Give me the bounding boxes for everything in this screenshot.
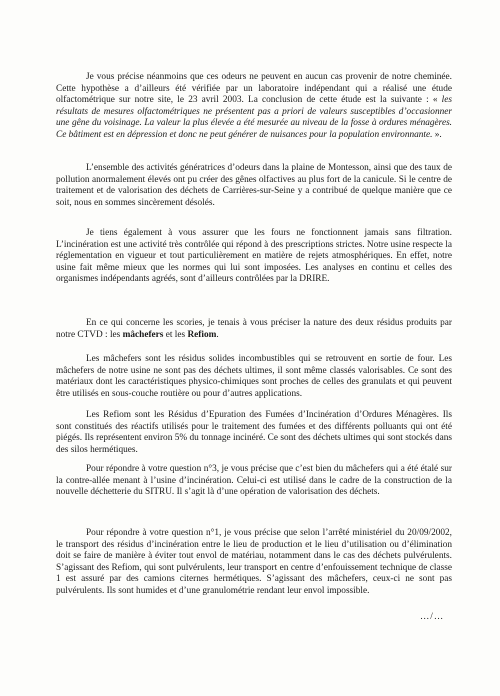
paragraph-text: Pour répondre à votre question n°3, je vous précise que c’est bien du mâchefers qui a été étalé sur la contre-allée menant à l’usine d’incinération. Celui-ci est utilisé dans le cadre de la construction de la nouvelle déchetterie du SITRU. Il s’agit là d’une opération de valorisation des déchets. — [56, 464, 452, 498]
quote-close: ». — [432, 129, 442, 140]
paragraph-scories — [56, 318, 452, 341]
quote-text: les résultats de mesures olfactométriques ne présentent pas a priori de valeurs susceptibles d’occasionner une gêne du voisinage. — [56, 95, 452, 129]
paragraph-text: Les Refiom sont les Résidus d’Epuration des Fumées d’Incinération d’Ordures Ménagères. Ils sont constitués des réactifs utilisés pour le traitement des fumées et des différents polluants qui ont été piégés. Ils représentent environ 5% du tonnage incinéré. Ce sont des déchets ultimes qui sont stockés dans des silos hermétiques. — [56, 410, 452, 455]
paragraph-text: Je tiens également à vous assurer que les fours ne fonctionnent jamais sans filtration. L’incinération est une activité très contrôlée qui répond à des prescriptions strictes. Notre usine respecte la réglementation en vigueur et tout particulièrement en matière de rejets atmosphériques. En effet, notre usine fait même mieux que les normes qui lui sont imposées. Les analyses en continu et celles des organismes indépendants agréés, sont d’ailleurs contrôlées par la DRIRE. — [56, 228, 452, 285]
paragraph-odeurs-cheminee — [56, 72, 452, 142]
paragraph-refiom — [56, 410, 452, 456]
conjunction-text: et les — [163, 329, 188, 340]
paragraph-question-3 — [56, 464, 452, 499]
continuation-mark: …/… — [420, 612, 445, 622]
paragraph-filtration — [56, 228, 452, 286]
paragraph-text: En ce qui concerne les scories, je tenais à vous préciser la nature des deux résidus produits par notre CTVD : les — [56, 318, 452, 340]
paragraph-text: L’ensemble des activités génératrices d’odeurs dans la plaine de Montesson, ainsi que des taux de pollution anormalement élevés ont pu créer des gênes olfactives au plus fort de la canicule. Si le centre de traitement et de valorisation des déchets de Carrières-sur-Seine y a contribué de quelque manière que ce soit, nous en sommes sincèrement désolés. — [56, 163, 452, 208]
quote-text-2: La valeur la plus élevée a été mesurée au niveau de la fosse à ordures ménagères. Ce bâtiment est en dépression et donc ne peut générer de nuisances pour la population environnante. — [56, 118, 453, 140]
period-text: . — [216, 329, 219, 340]
paragraph-text: Les mâchefers sont les résidus solides incombustibles qui se retrouvent en sortie de four. Les mâchefers de notre usine ne sont pas des déchets ultimes, il sont même classés valorisables. Ce sont des matériaux dont les caractéristiques physico-chimiques sont proches de celles des granulats et qui peuvent être utilisés en sous-couche routière ou pour d’autres applications. — [56, 354, 452, 399]
paragraph-question-1 — [56, 528, 452, 598]
paragraph-machefers — [56, 354, 452, 400]
paragraph-text: Pour répondre à votre question n°1, je vous précise que selon l’arrêté ministériel du 20/09/2002, le transport des résidus d’incinération entre le lieu de production et le lieu d’utilisation ou d’élimination doit se faire de manière à éviter tout envol de matériau, notamment dans le cas des déchets pulvérulents. S’agissant des Refiom, qui sont pulvérulents, leur transport en centre d’enfouissement technique de classe 1 est assuré par des camions citernes hermétiques. S’agissant des mâchefers, ceux-ci ne sont pas pulvérulents. Ils sont humides et d’une granulométrie rendant leur envol impossible. — [56, 528, 452, 596]
paragraph-montesson — [56, 163, 452, 209]
paragraph-text: Je vous précise néanmoins que ces odeurs ne peuvent en aucun cas provenir de notre cheminée. Cette hypothèse a d’ailleurs été vérifiée par un laboratoire indépendant qui a réalisé une étude olfactométrique sur notre site, le 23 avril 2003. La conclusion de cette étude est la suivante : « — [56, 72, 452, 106]
term-machefers: mâchefers — [122, 329, 164, 340]
term-refiom: Refiom — [187, 329, 217, 340]
